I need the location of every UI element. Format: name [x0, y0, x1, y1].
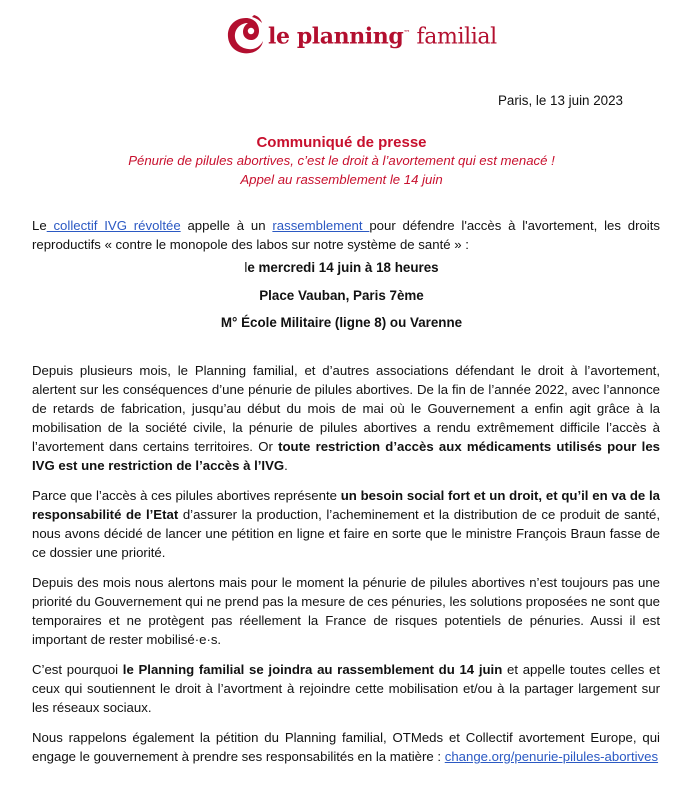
- p1-text-2: .: [284, 458, 288, 473]
- p4-text-2: et appelle toutes celles et ceux qui soutiennent le droit à l’avortment à rejoindre cette mobilisation et/ou à la partager largement sur les réseaux sociaux.: [32, 662, 660, 715]
- rassemblement-link[interactable]: rassemblement: [272, 218, 370, 233]
- p4-bold: le Planning familial se joindra au rassemblement du 14 juin: [122, 662, 503, 677]
- petition-link[interactable]: change.org/penurie-pilules-abortives: [444, 749, 659, 764]
- subtitle-call: Appel au rassemblement le 14 juin: [240, 172, 443, 187]
- p2-text-1: Parce que l’accès à ces pilules abortives représente: [32, 488, 341, 503]
- event-date-text: e mercredi 14 juin à 18 heures: [247, 260, 439, 275]
- logo-trademark: ™: [403, 29, 410, 37]
- paragraph-reminder: [32, 728, 660, 766]
- logo-wordmark: [268, 18, 497, 52]
- p1-text-1: Depuis plusieurs mois, le Planning familial, et d’autres associations défendant le droit à l’avortement, alertent sur les conséquences d’une pénurie de pilules abortives. De la fin de l’année 2022, avec l’annonce de retards de fabrication, jusqu’au début du mois de mai où le Gouvernement a enfin agit grâce à la mobilisation de la société civile, la pénurie de pilules abortives a rendu extrêmement difficile l’accès à l’avortement dans certains territoires. Or: [32, 363, 660, 454]
- press-release-title: Communiqué de presse: [256, 134, 427, 151]
- collectif-ivg-link[interactable]: collectif IVG révoltée: [46, 218, 181, 233]
- intro-text-1: Le: [32, 218, 47, 233]
- event-date-line: [0, 260, 683, 275]
- intro-text-2: appelle à un: [180, 218, 273, 233]
- document-date: Paris, le 13 juin 2023: [497, 93, 623, 108]
- paragraph-shortage-context: [32, 361, 660, 475]
- p5-text: Nous rappelons également la pétition du Planning familial, OTMeds et Collectif avortement Europe, qui engage le gouvernement à prendre ses responsabilités en la matière :: [32, 730, 660, 764]
- subtitle-shortage: Pénurie de pilules abortives, c’est le droit à l’avortement qui est menacé !: [128, 153, 555, 168]
- intro-paragraph: [32, 216, 660, 254]
- p1-bold: toute restriction d’accès aux médicaments utilisés pour les IVG est une restriction de l’accès à l’IVG: [32, 439, 660, 473]
- planning-familial-logo: [224, 14, 497, 58]
- intro-text-3: pour défendre l'accès à l'avortement, les droits reproductifs « contre le monopole des labos sur notre système de santé » :: [32, 218, 660, 252]
- paragraph-alert: Depuis des mois nous alertons mais pour le moment la pénurie de pilules abortives n’est toujours pas une priorité du Gouvernement qui ne prend pas la mesure de ces pénuries, les solutions proposées ne sont que temporaires et ne protègent pas réellement la France de risques potentiels de pénuries. Aussi il est important de rester mobilisé·e·s.: [32, 575, 660, 647]
- event-metro-line: M° École Militaire (ligne 8) ou Varenne: [220, 315, 463, 330]
- event-date-prefix: l: [244, 260, 248, 275]
- paragraph-petition: [32, 486, 660, 562]
- p4-text-1: C’est pourquoi: [32, 662, 123, 677]
- logo-text-light: familial: [416, 24, 497, 50]
- p2-bold: un besoin social fort et un droit, et qu’il en va de la responsabilité de l’Etat: [32, 488, 660, 522]
- p2-text-2: d’assurer la production, l’acheminement et la distribution de ce produit de santé, nous avons décidé de lancer une pétition en ligne et faire en sorte que le ministre François Braun fasse de ce dossier une priorité.: [32, 507, 660, 560]
- paragraph-join: [32, 660, 660, 717]
- event-place-line: Place Vauban, Paris 7ème: [259, 288, 424, 303]
- logo-text-bold: le planning: [268, 23, 404, 50]
- swirl-logo-icon: [224, 14, 264, 58]
